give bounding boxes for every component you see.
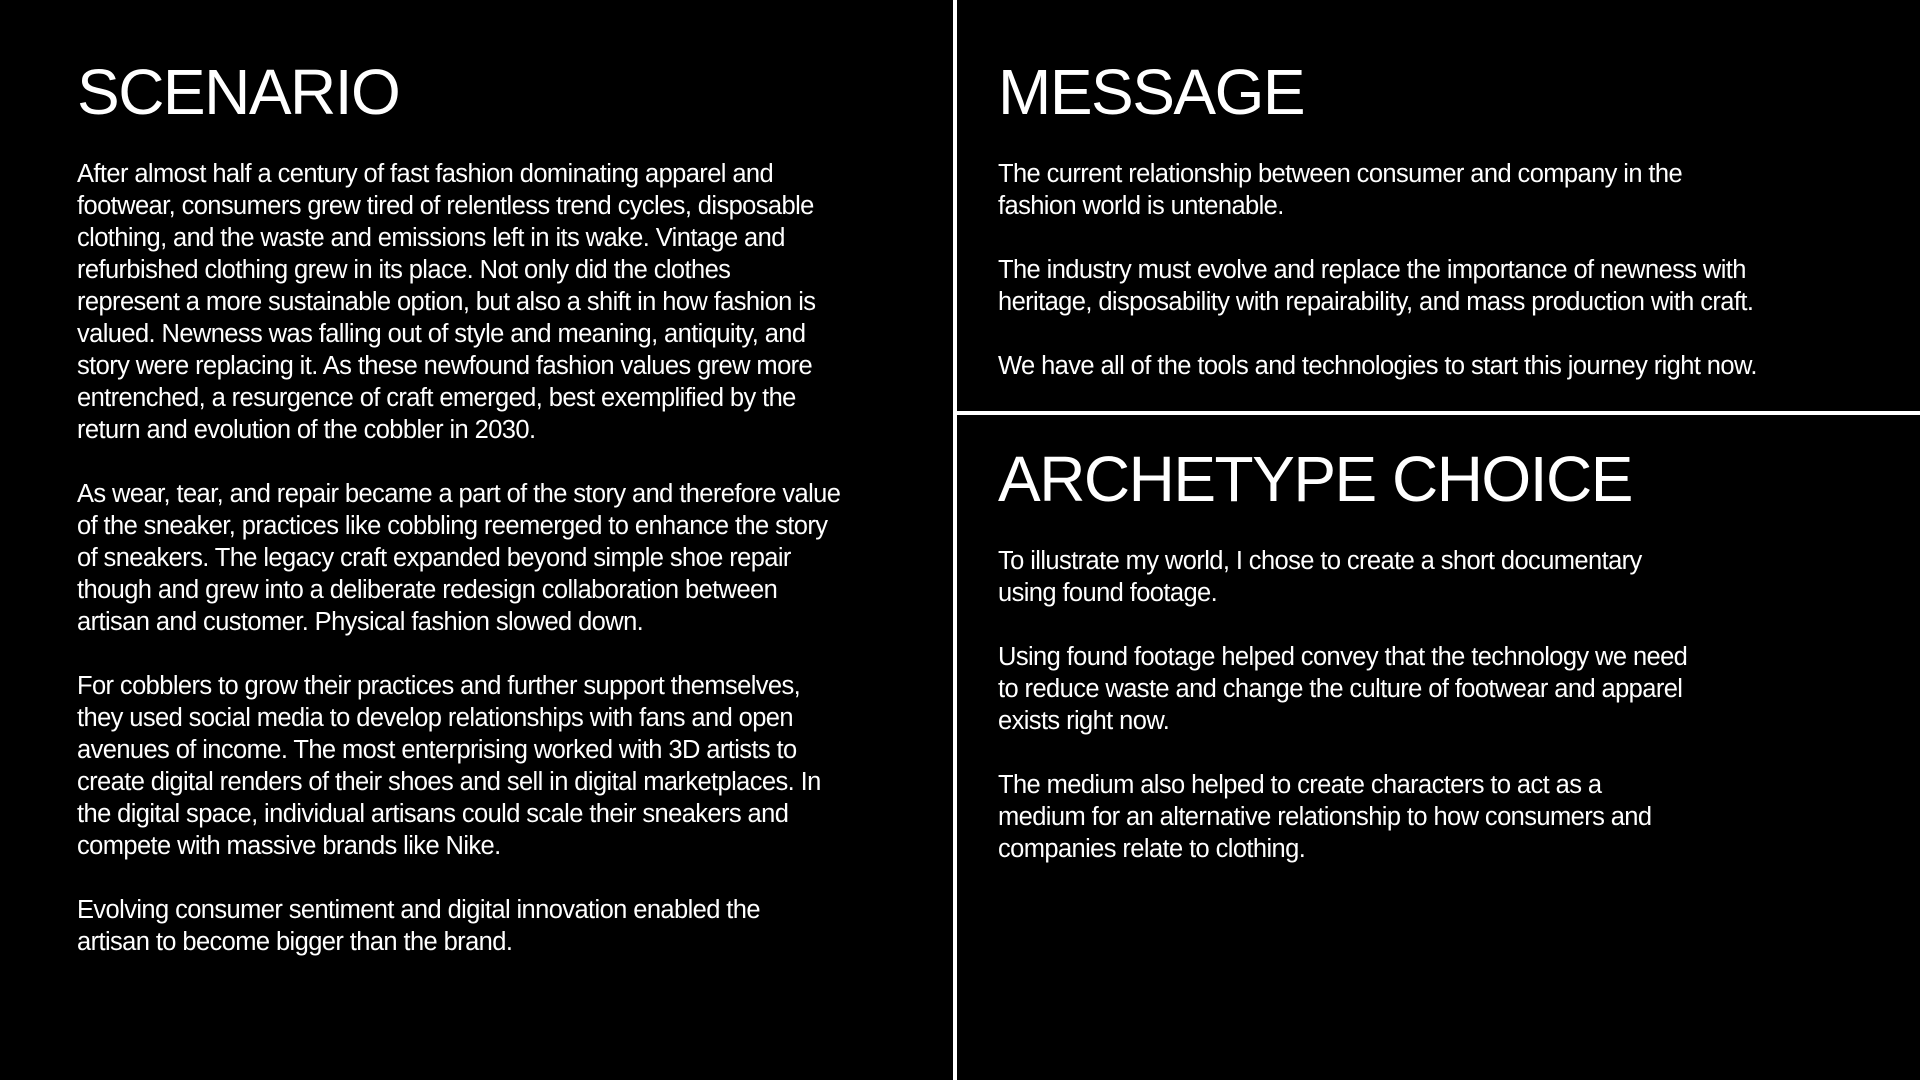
archetype-paragraph: Using found footage helped convey that the technology we need to reduce waste and change the culture of footwear and apparel exists right now. <box>998 643 1688 735</box>
message-title: MESSAGE <box>998 56 1305 128</box>
scenario-section <box>77 56 937 990</box>
message-paragraph: The industry must evolve and replace the importance of newness with heritage, disposability with repairability, and mass production with craft. <box>998 256 1754 316</box>
vertical-divider <box>953 0 957 1080</box>
archetype-paragraph: To illustrate my world, I chose to create a short documentary using found footage. <box>998 547 1642 607</box>
scenario-paragraph: For cobblers to grow their practices and further support themselves, they used social media to develop relationships with fans and open avenues of income. The most enterprising worked with 3D artists to create digital renders of their shoes and sell in digital marketplaces. In the digital space, individual artisans could scale their sneakers and compete with massive brands like Nike. <box>77 672 821 860</box>
archetype-choice-title: ARCHETYPE CHOICE <box>998 443 1632 515</box>
scenario-paragraph: As wear, tear, and repair became a part of the story and therefore value of the sneaker, practices like cobbling reemerged to enhance the story of sneakers. The legacy craft expanded beyond simple shoe repair though and grew into a deliberate redesign collaboration between artisan and customer. Physical fashion slowed down. <box>77 480 841 636</box>
scenario-title: SCENARIO <box>77 56 400 128</box>
archetype-choice-section <box>998 443 1898 897</box>
scenario-paragraph: After almost half a century of fast fashion dominating apparel and footwear, consumers grew tired of relentless trend cycles, disposable clothing, and the waste and emissions left in its wake. Vintage and refurbished clothing grew in its place. Not only did the clothes represent a more sustainable option, but also a shift in how fashion is valued. Newness was falling out of style and meaning, antiquity, and story were replacing it. As these newfound fashion values grew more entrenched, a resurgence of craft emerged, best exemplified by the return and evolution of the cobbler in 2030. <box>77 160 816 444</box>
message-paragraph: We have all of the tools and technologies to start this journey right now. <box>998 352 1757 380</box>
scenario-paragraph: Evolving consumer sentiment and digital innovation enabled the artisan to become bigger than the brand. <box>77 896 760 956</box>
message-section <box>998 56 1898 414</box>
message-paragraph: The current relationship between consumer and company in the fashion world is untenable. <box>998 160 1683 220</box>
archetype-paragraph: The medium also helped to create characters to act as a medium for an alternative relationship to how consumers and companies relate to clothing. <box>998 771 1652 863</box>
